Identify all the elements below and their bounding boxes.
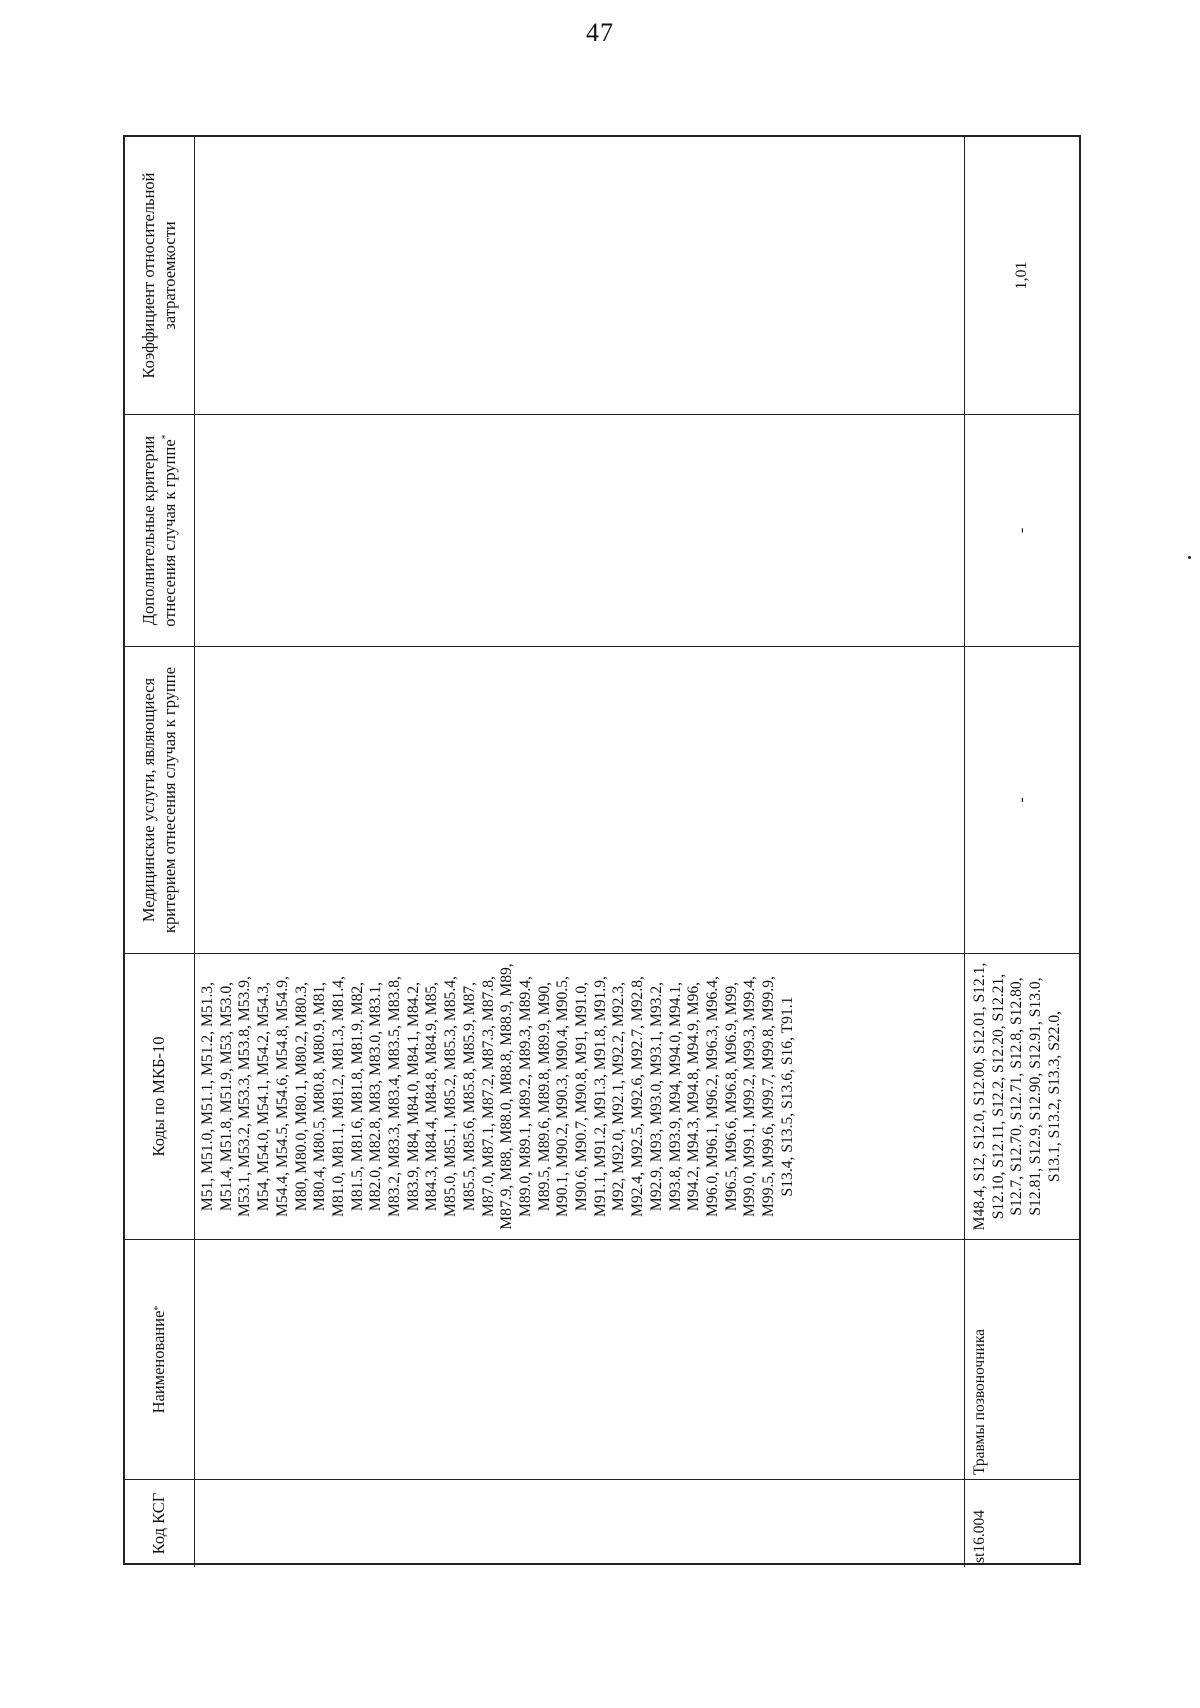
page-number: 47 xyxy=(586,18,614,47)
row2-coefficient: 1,01 xyxy=(1012,261,1030,290)
row1-services xyxy=(195,646,965,953)
row1-name xyxy=(195,1239,965,1479)
header-name-text: Наименование xyxy=(149,1310,169,1414)
header-services-text: Медицинские услуги, являющиеся критерием отнесения случая к группе xyxy=(139,667,179,933)
scan-speck xyxy=(1188,556,1191,559)
row2-services: - xyxy=(965,646,1079,953)
header-ksg-code-text: Код КСГ xyxy=(149,1492,169,1555)
row1-ksg-code xyxy=(195,1479,965,1567)
header-services xyxy=(125,646,195,953)
ksg-table-grid xyxy=(125,137,1079,1567)
ksg-table xyxy=(123,135,1081,1565)
header-mkb-codes-text: Коды по МКБ-10 xyxy=(149,1036,169,1157)
row1-mkb-codes: M51, M51.0, M51.1, M51.2, M51.3, M51.4, M51.8, M51.9, M53, M53.0, M53.1, M53.2, M53.3, M53.8, M53.9, M54, M54.0, M54.1, M54.2, M54.3, M54.4, M54.5, M54.6, M54.8, M54.9, M80, M80.0, M80.1, M80.2, M80.3, M80.4, M80.5, M80.8, M80.9, M81, M81.0, M81.1, M81.2, M81.3, M81.4, M81.5, M81.6, M81.8, M81.9, M82, M82.0, M82.8, M83, M83.0, M83.1, M83.2, M83.3, M83.4, M83.5, M83.8, M83.9, M84, M84.0, M84.1, M84.2, M84.3, M84.4, M84.8, M84.9, M85, M85.0, M85.1, M85.2, M85.3, M85.4, M85.5, M85.6, M85.8, M85.9, M87, M87.0, M87.1, M87.2, M87.3, M87.8, M87.9, M88, M88.0, M88.8, M88.9, M89, M89.0, M89.1, M89.2, M89.3, M89.4, M89.5, M89.6, M89.8, M89.9, M90, M90.1, M90.2, M90.3, M90.4, M90.5, M90.6, M90.7, M90.8, M91, M91.0, M91.1, M91.2, M91.3, M91.8, M91.9, M92, M92.0, M92.1, M92.2, M92.3, M92.4, M92.5, M92.6, M92.7, M92.8, M92.9, M93, M93.0, M93.1, M93.2, M93.8, M93.9, M94, M94.0, M94.1, M94.2, M94.3, M94.8, M94.9, M96, M96.0, M96.1, M96.2, M96.3, M96.4, M96.5, M96.6, M96.8, M96.9, M99, M99.0, M99.1, M99.2, M99.3, M99.4, M99.5, M99.6, M99.7, M99.8, M99.9, S13.4, S13.5, S13.6, S16, T91.1 xyxy=(195,953,965,1239)
row1-coefficient xyxy=(195,137,965,414)
header-extra-criteria xyxy=(125,414,195,646)
row2-extra-criteria: - xyxy=(965,414,1079,646)
row2-mkb-codes: M48.4, S12, S12.0, S12.00, S12.01, S12.1, S12.10, S12.11, S12.2, S12.20, S12.21, S12.7, S12.70, S12.71, S12.8, S12.80, S12.81, S12.9, S12.90, S12.91, S13.0, S13.1, S13.2, S13.3, S22.0, xyxy=(965,953,1079,1239)
row2-name: Травмы позвоночника xyxy=(965,1239,1079,1479)
header-coefficient xyxy=(125,137,195,414)
header-ksg-code xyxy=(125,1479,195,1567)
header-mkb-codes xyxy=(125,953,195,1239)
header-coefficient-text: Коэффициент относительной затратоемкости xyxy=(139,172,179,379)
footnote-mark: * xyxy=(153,1305,165,1311)
row1-extra-criteria xyxy=(195,414,965,646)
footnote-mark: * xyxy=(160,434,171,440)
header-name xyxy=(125,1239,195,1479)
row2-ksg-code: st16.004 xyxy=(965,1479,1079,1567)
header-extra-criteria-text: Дополнительные критерии отнесения случая к группе xyxy=(139,435,179,627)
